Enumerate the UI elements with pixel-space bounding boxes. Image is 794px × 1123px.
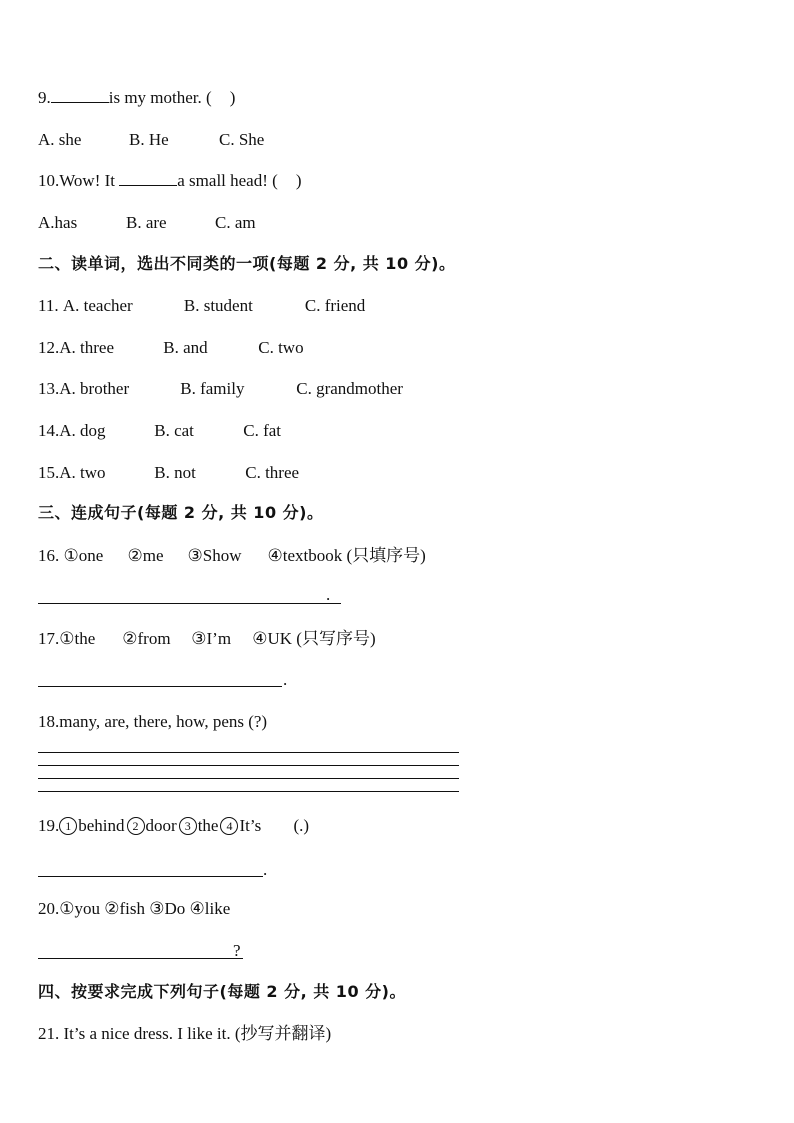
option-a: A. dog: [59, 421, 106, 440]
option-b: B. He: [129, 130, 169, 149]
answer-blank[interactable]: [119, 171, 177, 186]
word-4: It’s: [239, 816, 262, 835]
question-number: 17.: [38, 629, 60, 648]
word-3: ③I’m: [191, 629, 232, 648]
circled-number: 3: [179, 817, 197, 835]
option-b: B. are: [126, 213, 167, 232]
paren-close: ): [229, 88, 236, 107]
word-1: ①the: [59, 629, 96, 648]
word-3: ③Show: [187, 546, 242, 565]
word-2: door: [145, 816, 177, 835]
question-20: [38, 899, 230, 919]
option-c: C. am: [215, 213, 256, 232]
word-4: ④textbook: [267, 546, 343, 565]
word-1: ①you: [59, 899, 100, 918]
word-4: ④like: [189, 899, 231, 918]
question-18: [38, 712, 267, 732]
question-number: 11.: [38, 296, 63, 315]
question-number: 12.: [38, 338, 60, 357]
option-a: A. two: [59, 463, 106, 482]
option-b: B. not: [154, 463, 196, 482]
instruction-note: (.): [293, 816, 310, 835]
question-number: 15.: [38, 463, 60, 482]
question-number: 20.: [38, 899, 60, 918]
question-number: 14.: [38, 421, 60, 440]
instruction-note: (抄写并翻译): [234, 1024, 332, 1043]
question-12: [38, 338, 304, 358]
option-c: C. She: [219, 130, 265, 149]
section-4-title: 四、按要求完成下列句子(每题 2 分, 共 10 分)。: [38, 982, 406, 1001]
option-a: A. she: [38, 130, 82, 149]
question-number: 16.: [38, 546, 64, 565]
sentence-end-mark: .: [283, 670, 288, 689]
option-a: A. brother: [59, 379, 130, 398]
option-b: B. student: [183, 296, 253, 315]
question-text: many, are, there, how, pens (?): [59, 712, 268, 731]
question-13: [38, 379, 403, 399]
option-b: B. family: [180, 379, 245, 398]
question-10: [38, 171, 301, 191]
question-number: 18.: [38, 712, 60, 731]
answer-blank[interactable]: [51, 88, 109, 103]
writing-line-3[interactable]: [38, 778, 459, 779]
question-number: 21.: [38, 1024, 64, 1043]
answer-line-19[interactable]: [38, 876, 263, 877]
question-14: [38, 421, 281, 441]
word-1: ①one: [63, 546, 104, 565]
question-number: 9.: [38, 88, 51, 107]
word-2: ②me: [127, 546, 164, 565]
option-a: A. teacher: [62, 296, 133, 315]
word-4: ④UK: [252, 629, 293, 648]
question-number: 13.: [38, 379, 60, 398]
writing-line-1[interactable]: [38, 752, 459, 753]
question-17: [38, 629, 376, 649]
circled-number: 2: [127, 817, 145, 835]
word-2: ②from: [122, 629, 171, 648]
section-3-title: 三、连成句子(每题 2 分, 共 10 分)。: [38, 503, 324, 522]
option-b: B. cat: [154, 421, 194, 440]
word-1: behind: [78, 816, 125, 835]
question-15: [38, 463, 299, 483]
answer-line-20[interactable]: [38, 958, 243, 959]
option-c: C. two: [258, 338, 304, 357]
question-10-options: [38, 213, 256, 233]
sentence-end-mark: ?: [233, 941, 241, 960]
question-text: a small head! (: [177, 171, 278, 190]
question-pre: Wow! It: [59, 171, 120, 190]
sentence-end-mark: .: [326, 585, 331, 604]
section-2-title: 二、读单词，选出不同类的一项(每题 2 分, 共 10 分)。: [38, 254, 456, 273]
option-c: C. fat: [243, 421, 282, 440]
option-c: C. grandmother: [296, 379, 403, 398]
question-number: 19.: [38, 816, 60, 835]
sentence-end-mark: .: [263, 860, 268, 879]
option-c: C. three: [245, 463, 300, 482]
question-text: It’s a nice dress. I like it.: [63, 1024, 231, 1043]
instruction-note: (只填序号): [346, 546, 426, 565]
paren-close: ): [295, 171, 302, 190]
instruction-note: (只写序号): [296, 629, 376, 648]
question-19: [38, 816, 309, 836]
word-3: ③Do: [149, 899, 186, 918]
option-c: C. friend: [304, 296, 366, 315]
question-16: [38, 546, 426, 566]
word-2: ②fish: [104, 899, 145, 918]
question-9: [38, 88, 235, 108]
question-9-options: [38, 130, 264, 150]
writing-line-4[interactable]: [38, 791, 459, 792]
circled-number: 4: [220, 817, 238, 835]
answer-line-17[interactable]: [38, 686, 282, 687]
option-a: A. three: [59, 338, 115, 357]
word-3: the: [197, 816, 219, 835]
question-11: [38, 296, 365, 316]
option-a: A.has: [38, 213, 78, 232]
answer-line-16[interactable]: [38, 603, 341, 604]
writing-line-2[interactable]: [38, 765, 459, 766]
option-b: B. and: [163, 338, 208, 357]
question-21: [38, 1024, 331, 1044]
question-text: is my mother. (: [108, 88, 212, 107]
question-number: 10.: [38, 171, 60, 190]
circled-number: 1: [59, 817, 77, 835]
